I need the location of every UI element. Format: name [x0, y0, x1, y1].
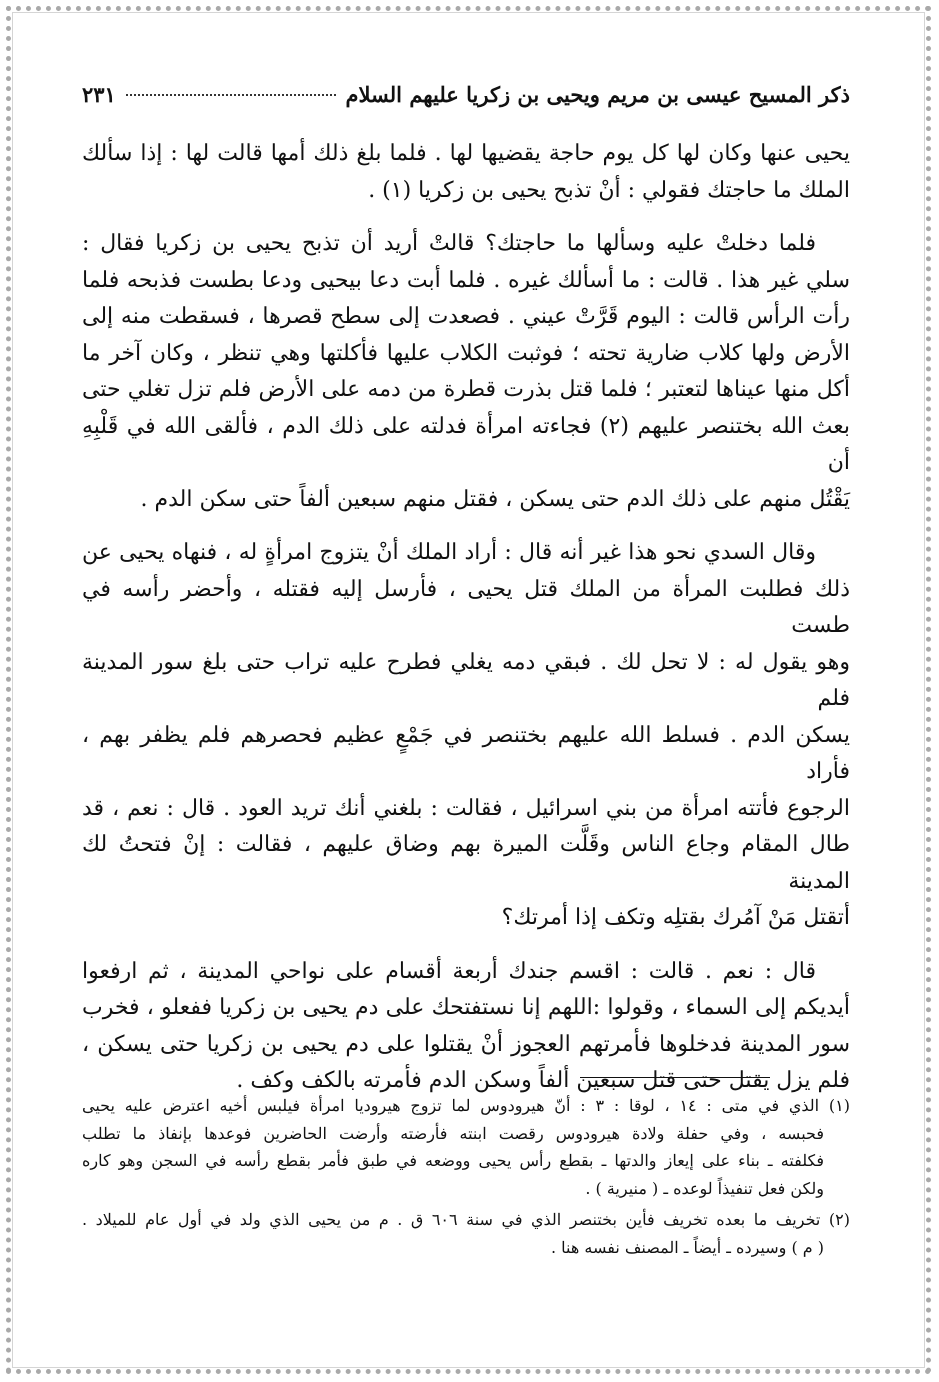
text-line: رأت الرأس قالت : اليوم قَرَّتْ عيني . فصعدت إلى سطح قصرها ، فسقطت منه إلى: [82, 304, 850, 329]
text-line: أكل منها عيناها لتعتبر ؛ فلما قتل بذرت قطرة من دمه على الأرض فلم تزل تغلي حتى: [82, 377, 850, 402]
footnote-line: (٢) تخريف ما بعده تخريف فأين بختنصر الذي في سنة ٦٠٦ ق . م من يحيى الذي ولد في أول عام للميلاد .: [82, 1210, 850, 1229]
footnote-1: [82, 1092, 850, 1202]
text-line: يَقْتُل منهم على ذلك الدم حتى يسكن ، فقتل منهم سبعين ألفاً حتى سكن الدم .: [140, 486, 850, 512]
text-line: وهو يقول له : لا تحل لك . فبقي دمه يغلي فطرح عليه تراب حتى بلغ سور المدينة فلم: [82, 649, 850, 711]
footnote-separator: [580, 1077, 770, 1078]
text-line: يحيى عنها وكان لها كل يوم حاجة يقضيها لها . فلما بلغ ذلك أمها قالت لها : إذا سألك: [82, 141, 850, 166]
footnote-line: ولكن فعل تنفيذاً لوعده ـ ( منيرية ) .: [585, 1178, 824, 1198]
text-line: فلم يزل يقتل حتى قتل سبعين ألفاً وسكن الدم فأمرته بالكف وكف .: [236, 1068, 850, 1093]
footnote-line: ( م ) وسيرده ـ أيضاً ـ المصنف نفسه هنا .: [550, 1237, 824, 1257]
running-header: [82, 82, 850, 122]
paragraph-3: [82, 535, 850, 937]
footnotes: [82, 1092, 850, 1265]
footnote-line: فكلفته ـ بناء على إيعاز والدتها ـ بقطع رأس يحيى ووضعه في طبق فأمر بقطع رأسه في السجن وهو كاره: [82, 1151, 824, 1170]
text-line: أيديكم إلى السماء ، وقولوا :اللهم إنا نستفتحك على دم يحيى بن زكريا ففعلو ، فخرب: [82, 995, 850, 1020]
text-line: طال المقام وجاع الناس وقَلَّت الميرة بهم وضاق عليهم ، فقالت : إنْ فتحتُ لك المدينة: [82, 832, 850, 894]
text-line: أتقتل مَنْ آمُرك بقتلِه وتكف إذا أمرتك؟: [501, 905, 850, 930]
header-title: ذكر المسيح عيسى بن مريم ويحيى بن زكريا عليهم السلام: [345, 82, 850, 107]
page-content: [82, 82, 850, 1117]
page-number: ٢٣١: [82, 82, 116, 107]
text-line: ذلك فطلبت المرأة من الملك قتل يحيى ، فأرسل إليه فقتله ، وأحضر رأسه في طست: [82, 576, 850, 638]
text-line: وقال السدي نحو هذا غير أنه قال : أراد الملك أنْ يتزوج امرأةٍ له ، فنهاه يحيى عن: [82, 540, 816, 565]
paragraph-2: [82, 226, 850, 518]
footnote-line: فحبسه ، وفي حفلة ولادة هيرودوس رقصت ابنته فأرضته وأرضت الحاضرين فوعدها بإنفاذ ما تطلب: [82, 1123, 824, 1143]
footnote-line: (١) الذي في متى : ١٤ ، لوقا : ٣ : أنّ هيرودوس لما تزوج هيروديا امرأة فيلبس أخيه اعترض عليه يحيى: [82, 1096, 851, 1115]
text-line: الملك ما حاجتك فقولي : أنْ تذبح يحيى بن زكريا (١) .: [368, 177, 850, 203]
text-line: الأرض ولها كلاب ضارية تحته ؛ فوثبت الكلاب عليها فأكلتها وهي تنظر ، وكان آخر ما: [82, 340, 850, 366]
text-line: الرجوع فأتته امرأة من بني اسرائيل ، فقالت : بلغني أنك تريد العود . قال : نعم ، قد: [82, 795, 850, 821]
text-line: فلما دخلتْ عليه وسألها ما حاجتك؟ قالتْ أريد أن تذبح يحيى بن زكريا فقال :: [82, 231, 816, 256]
text-line: سور المدينة فدخلوها فأمرتهم العجوز أنْ يقتلوا على دم يحيى بن زكريا حتى يسكن ،: [82, 1031, 850, 1057]
header-dot-leader: [126, 94, 336, 96]
footnote-2: [82, 1206, 850, 1261]
paragraph-1: [82, 136, 850, 209]
text-line: يسكن الدم . فسلط الله عليهم بختنصر في جَمْعٍ عظيم فحصرهم فلم يظفر بهم ، فأراد: [82, 722, 850, 784]
text-line: قال : نعم . قالت : اقسم جندك أربعة أقسام على نواحي المدينة ، ثم ارفعوا: [82, 958, 816, 984]
text-line: سلي غير هذا . قالت : ما أسألك غيره . فلما أبت دعا بيحيى ودعا بطست فذبحه فلما: [82, 267, 850, 293]
text-line: بعث الله بختنصر عليهم (٢) فجاءته امرأة فدلته على ذلك الدم ، فألقى الله في قَلْبِهِ أن: [82, 413, 851, 475]
